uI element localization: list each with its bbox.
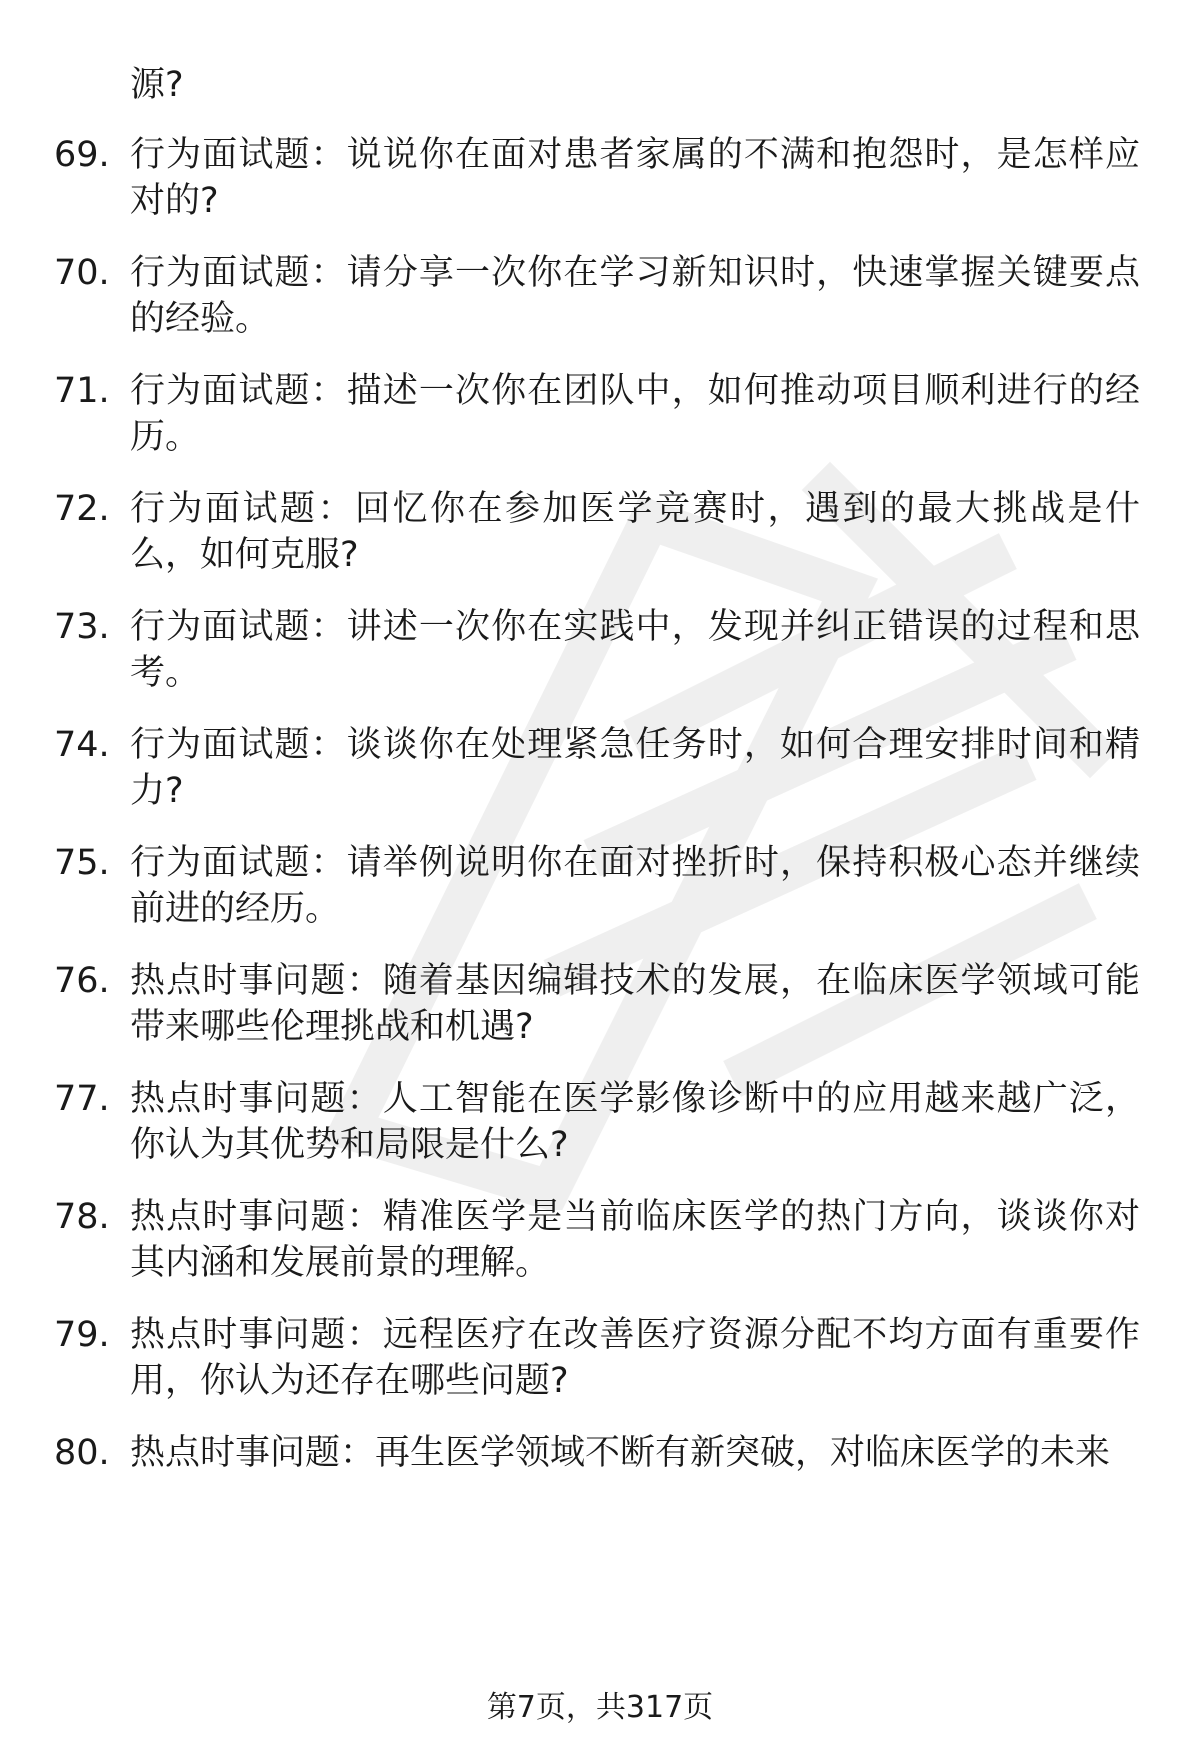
question-text: 行为面试题：说说你在面对患者家属的不满和抱怨时，是怎样应对的? xyxy=(130,135,1140,221)
question-number: 78. xyxy=(54,1197,110,1237)
question-text: 热点时事问题：再生医学领域不断有新突破，对临床医学的未来 xyxy=(130,1433,1111,1473)
question-text: 行为面试题：讲述一次你在实践中，发现并纠正错误的过程和思考。 xyxy=(130,607,1140,693)
question-text: 热点时事问题：人工智能在医学影像诊断中的应用越来越广泛，你认为其优势和局限是什么? xyxy=(130,1079,1140,1165)
question-number: 74. xyxy=(54,725,110,765)
question-text: 热点时事问题：随着基因编辑技术的发展，在临床医学领域可能带来哪些伦理挑战和机遇? xyxy=(130,961,1140,1047)
question-number: 72. xyxy=(54,489,110,529)
question-number: 70. xyxy=(54,253,110,293)
page-number-footer: 第7页，共317页 xyxy=(486,1690,714,1725)
question-text: 行为面试题：回忆你在参加医学竞赛时，遇到的最大挑战是什么，如何克服? xyxy=(130,489,1140,575)
question-text: 热点时事问题：精准医学是当前临床医学的热门方向，谈谈你对其内涵和发展前景的理解。 xyxy=(130,1197,1140,1283)
question-text: 行为面试题：请举例说明你在面对挫折时，保持积极心态并继续前进的经历。 xyxy=(130,843,1140,929)
question-number: 75. xyxy=(54,843,110,883)
question-number: 80. xyxy=(54,1433,110,1473)
question-text: 行为面试题：请分享一次你在学习新知识时，快速掌握关键要点的经验。 xyxy=(130,253,1140,339)
question-number: 69. xyxy=(54,135,110,175)
question-number: 77. xyxy=(54,1079,110,1119)
question-text: 行为面试题：描述一次你在团队中，如何推动项目顺利进行的经历。 xyxy=(130,371,1140,457)
question-text: 热点时事问题：远程医疗在改善医疗资源分配不均方面有重要作用，你认为还存在哪些问题? xyxy=(130,1315,1140,1401)
question-number: 73. xyxy=(54,607,110,647)
question-number: 71. xyxy=(54,371,110,411)
question-number: 79. xyxy=(54,1315,110,1355)
continued-question-text: 源? xyxy=(130,65,184,105)
question-number: 76. xyxy=(54,961,110,1001)
question-text: 行为面试题：谈谈你在处理紧急任务时，如何合理安排时间和精力? xyxy=(130,725,1140,811)
